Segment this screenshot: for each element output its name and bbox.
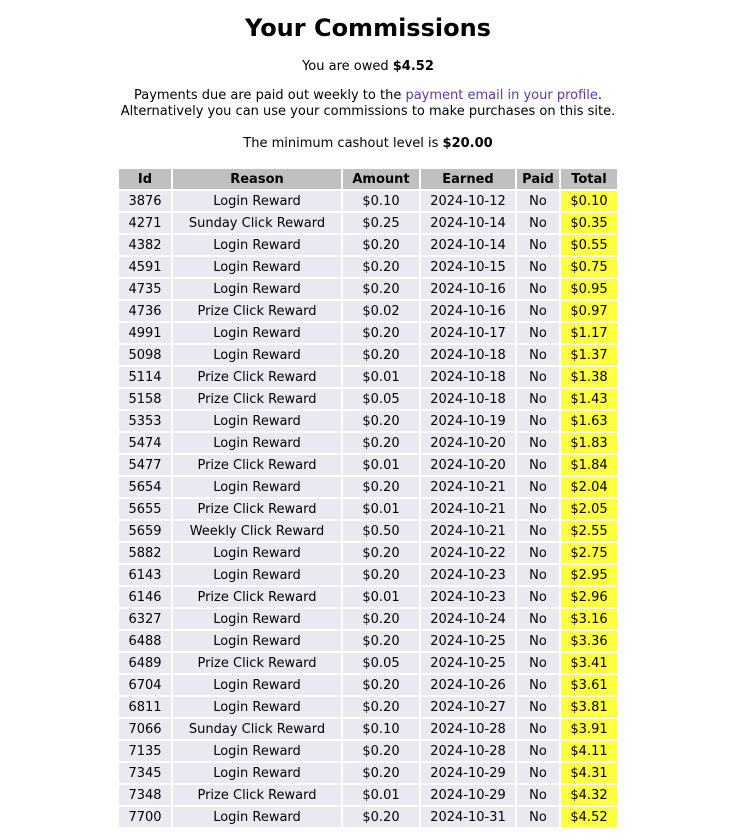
table-row <box>119 521 617 541</box>
cell-amount: $0.20 <box>343 675 419 695</box>
cell-reason: Prize Click Reward <box>173 455 341 475</box>
table-row <box>119 785 617 805</box>
cell-amount: $0.20 <box>343 565 419 585</box>
cell-earned: 2024-10-15 <box>421 257 515 277</box>
cell-earned: 2024-10-18 <box>421 345 515 365</box>
cell-amount: $0.20 <box>343 323 419 343</box>
cell-paid: No <box>517 499 559 519</box>
cell-id: 6811 <box>119 697 171 717</box>
cell-earned: 2024-10-26 <box>421 675 515 695</box>
cell-paid: No <box>517 697 559 717</box>
cell-id: 5655 <box>119 499 171 519</box>
cell-earned: 2024-10-28 <box>421 719 515 739</box>
cell-total: $4.52 <box>561 807 617 827</box>
cell-earned: 2024-10-18 <box>421 367 515 387</box>
cell-amount: $0.20 <box>343 741 419 761</box>
cell-reason: Login Reward <box>173 191 341 211</box>
table-row <box>119 477 617 497</box>
cell-total: $2.05 <box>561 499 617 519</box>
min-cashout-amount: $20.00 <box>442 136 493 151</box>
min-cashout-prefix-text: The minimum cashout level is <box>243 136 443 151</box>
cell-paid: No <box>517 279 559 299</box>
cell-total: $3.16 <box>561 609 617 629</box>
cell-id: 7066 <box>119 719 171 739</box>
cell-paid: No <box>517 477 559 497</box>
cell-earned: 2024-10-23 <box>421 565 515 585</box>
owed-amount: $4.52 <box>392 59 434 74</box>
cell-total: $0.95 <box>561 279 617 299</box>
cell-id: 4991 <box>119 323 171 343</box>
cell-paid: No <box>517 455 559 475</box>
cell-paid: No <box>517 323 559 343</box>
cell-paid: No <box>517 719 559 739</box>
cell-reason: Login Reward <box>173 323 341 343</box>
commissions-table-body <box>119 191 617 827</box>
cell-earned: 2024-10-17 <box>421 323 515 343</box>
cell-amount: $0.05 <box>343 653 419 673</box>
table-row <box>119 279 617 299</box>
cell-reason: Login Reward <box>173 411 341 431</box>
cell-paid: No <box>517 631 559 651</box>
cell-earned: 2024-10-16 <box>421 279 515 299</box>
cell-paid: No <box>517 807 559 827</box>
cell-reason: Sunday Click Reward <box>173 213 341 233</box>
cell-reason: Prize Click Reward <box>173 499 341 519</box>
cell-amount: $0.01 <box>343 785 419 805</box>
cell-id: 6143 <box>119 565 171 585</box>
cell-paid: No <box>517 235 559 255</box>
cell-id: 6489 <box>119 653 171 673</box>
column-header-total: Total <box>561 169 617 189</box>
cell-reason: Sunday Click Reward <box>173 719 341 739</box>
cell-earned: 2024-10-28 <box>421 741 515 761</box>
owed-prefix-text: You are owed <box>302 59 393 74</box>
table-row <box>119 301 617 321</box>
cell-paid: No <box>517 741 559 761</box>
info-line2-text: Alternatively you can use your commissions to make purchases on this site. <box>120 104 616 119</box>
cell-id: 5158 <box>119 389 171 409</box>
cell-total: $1.17 <box>561 323 617 343</box>
cell-paid: No <box>517 257 559 277</box>
cell-amount: $0.20 <box>343 257 419 277</box>
cell-paid: No <box>517 213 559 233</box>
column-header-paid: Paid <box>517 169 559 189</box>
cell-amount: $0.20 <box>343 235 419 255</box>
cell-amount: $0.20 <box>343 345 419 365</box>
cell-amount: $0.20 <box>343 609 419 629</box>
cell-paid: No <box>517 543 559 563</box>
cell-reason: Prize Click Reward <box>173 367 341 387</box>
cell-reason: Login Reward <box>173 631 341 651</box>
cell-reason: Login Reward <box>173 235 341 255</box>
table-row <box>119 455 617 475</box>
table-row <box>119 345 617 365</box>
cell-paid: No <box>517 433 559 453</box>
cell-total: $1.37 <box>561 345 617 365</box>
cell-id: 6704 <box>119 675 171 695</box>
cell-reason: Login Reward <box>173 741 341 761</box>
cell-reason: Login Reward <box>173 565 341 585</box>
cell-id: 5654 <box>119 477 171 497</box>
cell-total: $0.97 <box>561 301 617 321</box>
cell-total: $4.31 <box>561 763 617 783</box>
cell-id: 4382 <box>119 235 171 255</box>
cell-paid: No <box>517 565 559 585</box>
cell-reason: Login Reward <box>173 609 341 629</box>
commissions-table <box>117 167 619 829</box>
cell-total: $2.96 <box>561 587 617 607</box>
cell-total: $1.84 <box>561 455 617 475</box>
cell-id: 7135 <box>119 741 171 761</box>
cell-total: $3.41 <box>561 653 617 673</box>
min-cashout-line <box>0 136 736 152</box>
cell-amount: $0.20 <box>343 543 419 563</box>
cell-id: 4591 <box>119 257 171 277</box>
cell-total: $2.75 <box>561 543 617 563</box>
cell-id: 5882 <box>119 543 171 563</box>
cell-earned: 2024-10-14 <box>421 235 515 255</box>
cell-paid: No <box>517 609 559 629</box>
cell-earned: 2024-10-20 <box>421 455 515 475</box>
cell-reason: Login Reward <box>173 697 341 717</box>
cell-amount: $0.05 <box>343 389 419 409</box>
table-row <box>119 389 617 409</box>
cell-earned: 2024-10-29 <box>421 785 515 805</box>
cell-earned: 2024-10-19 <box>421 411 515 431</box>
cell-reason: Login Reward <box>173 257 341 277</box>
cell-earned: 2024-10-20 <box>421 433 515 453</box>
cell-id: 4735 <box>119 279 171 299</box>
info-line1-prefix-text: Payments due are paid out weekly to the <box>133 88 406 103</box>
payment-email-profile-link[interactable]: payment email in your profile <box>405 88 598 103</box>
table-row <box>119 741 617 761</box>
cell-earned: 2024-10-25 <box>421 653 515 673</box>
column-header-reason: Reason <box>173 169 341 189</box>
table-row <box>119 257 617 277</box>
cell-reason: Login Reward <box>173 675 341 695</box>
column-header-id: Id <box>119 169 171 189</box>
cell-amount: $0.02 <box>343 301 419 321</box>
column-header-amount: Amount <box>343 169 419 189</box>
cell-total: $3.81 <box>561 697 617 717</box>
cell-paid: No <box>517 763 559 783</box>
column-header-earned: Earned <box>421 169 515 189</box>
cell-id: 5098 <box>119 345 171 365</box>
cell-total: $0.35 <box>561 213 617 233</box>
cell-amount: $0.01 <box>343 455 419 475</box>
commissions-page <box>0 14 736 829</box>
cell-paid: No <box>517 191 559 211</box>
payments-info <box>0 88 736 120</box>
cell-earned: 2024-10-21 <box>421 499 515 519</box>
cell-reason: Prize Click Reward <box>173 653 341 673</box>
cell-amount: $0.20 <box>343 433 419 453</box>
cell-earned: 2024-10-14 <box>421 213 515 233</box>
cell-id: 6146 <box>119 587 171 607</box>
cell-earned: 2024-10-24 <box>421 609 515 629</box>
table-row <box>119 235 617 255</box>
cell-total: $2.95 <box>561 565 617 585</box>
cell-total: $3.36 <box>561 631 617 651</box>
cell-paid: No <box>517 653 559 673</box>
cell-earned: 2024-10-18 <box>421 389 515 409</box>
cell-id: 7348 <box>119 785 171 805</box>
cell-amount: $0.20 <box>343 697 419 717</box>
cell-earned: 2024-10-31 <box>421 807 515 827</box>
table-row <box>119 697 617 717</box>
cell-amount: $0.01 <box>343 367 419 387</box>
cell-earned: 2024-10-12 <box>421 191 515 211</box>
info-line1-suffix-text: . <box>597 88 603 103</box>
cell-id: 5353 <box>119 411 171 431</box>
cell-total: $0.75 <box>561 257 617 277</box>
cell-amount: $0.20 <box>343 279 419 299</box>
cell-amount: $0.10 <box>343 719 419 739</box>
cell-total: $0.55 <box>561 235 617 255</box>
table-row <box>119 763 617 783</box>
table-row <box>119 367 617 387</box>
cell-reason: Prize Click Reward <box>173 785 341 805</box>
table-row <box>119 433 617 453</box>
cell-reason: Login Reward <box>173 807 341 827</box>
table-row <box>119 807 617 827</box>
cell-reason: Login Reward <box>173 543 341 563</box>
cell-id: 7700 <box>119 807 171 827</box>
cell-id: 7345 <box>119 763 171 783</box>
table-row <box>119 631 617 651</box>
cell-total: $1.63 <box>561 411 617 431</box>
cell-id: 4736 <box>119 301 171 321</box>
table-row <box>119 411 617 431</box>
cell-reason: Login Reward <box>173 477 341 497</box>
cell-total: $1.43 <box>561 389 617 409</box>
table-row <box>119 191 617 211</box>
cell-total: $1.38 <box>561 367 617 387</box>
cell-reason: Prize Click Reward <box>173 389 341 409</box>
cell-paid: No <box>517 345 559 365</box>
cell-amount: $0.50 <box>343 521 419 541</box>
cell-amount: $0.01 <box>343 499 419 519</box>
cell-reason: Prize Click Reward <box>173 587 341 607</box>
cell-earned: 2024-10-29 <box>421 763 515 783</box>
cell-paid: No <box>517 521 559 541</box>
cell-paid: No <box>517 367 559 387</box>
cell-id: 5474 <box>119 433 171 453</box>
cell-earned: 2024-10-27 <box>421 697 515 717</box>
table-row <box>119 675 617 695</box>
table-row <box>119 213 617 233</box>
cell-total: $0.10 <box>561 191 617 211</box>
cell-id: 5477 <box>119 455 171 475</box>
table-row <box>119 499 617 519</box>
table-header-row <box>119 169 617 189</box>
cell-id: 4271 <box>119 213 171 233</box>
cell-paid: No <box>517 389 559 409</box>
cell-paid: No <box>517 411 559 431</box>
cell-amount: $0.20 <box>343 631 419 651</box>
table-row <box>119 653 617 673</box>
cell-reason: Prize Click Reward <box>173 301 341 321</box>
cell-paid: No <box>517 587 559 607</box>
cell-amount: $0.10 <box>343 191 419 211</box>
cell-amount: $0.20 <box>343 763 419 783</box>
table-row <box>119 565 617 585</box>
cell-id: 3876 <box>119 191 171 211</box>
cell-earned: 2024-10-21 <box>421 521 515 541</box>
cell-reason: Login Reward <box>173 763 341 783</box>
cell-paid: No <box>517 785 559 805</box>
cell-earned: 2024-10-22 <box>421 543 515 563</box>
table-row <box>119 543 617 563</box>
table-row <box>119 719 617 739</box>
cell-reason: Login Reward <box>173 279 341 299</box>
cell-total: $4.11 <box>561 741 617 761</box>
cell-reason: Weekly Click Reward <box>173 521 341 541</box>
cell-paid: No <box>517 301 559 321</box>
cell-id: 6488 <box>119 631 171 651</box>
cell-total: $3.91 <box>561 719 617 739</box>
cell-total: $2.55 <box>561 521 617 541</box>
cell-amount: $0.01 <box>343 587 419 607</box>
cell-amount: $0.20 <box>343 411 419 431</box>
table-row <box>119 587 617 607</box>
cell-total: $2.04 <box>561 477 617 497</box>
table-row <box>119 609 617 629</box>
cell-total: $4.32 <box>561 785 617 805</box>
owed-line <box>0 59 736 75</box>
table-row <box>119 323 617 343</box>
cell-amount: $0.20 <box>343 807 419 827</box>
page-title: Your Commissions <box>245 14 491 42</box>
cell-amount: $0.25 <box>343 213 419 233</box>
cell-total: $3.61 <box>561 675 617 695</box>
cell-id: 5659 <box>119 521 171 541</box>
cell-amount: $0.20 <box>343 477 419 497</box>
cell-paid: No <box>517 675 559 695</box>
cell-id: 6327 <box>119 609 171 629</box>
cell-total: $1.83 <box>561 433 617 453</box>
cell-earned: 2024-10-16 <box>421 301 515 321</box>
cell-earned: 2024-10-21 <box>421 477 515 497</box>
cell-earned: 2024-10-25 <box>421 631 515 651</box>
cell-reason: Login Reward <box>173 433 341 453</box>
cell-reason: Login Reward <box>173 345 341 365</box>
cell-earned: 2024-10-23 <box>421 587 515 607</box>
cell-id: 5114 <box>119 367 171 387</box>
